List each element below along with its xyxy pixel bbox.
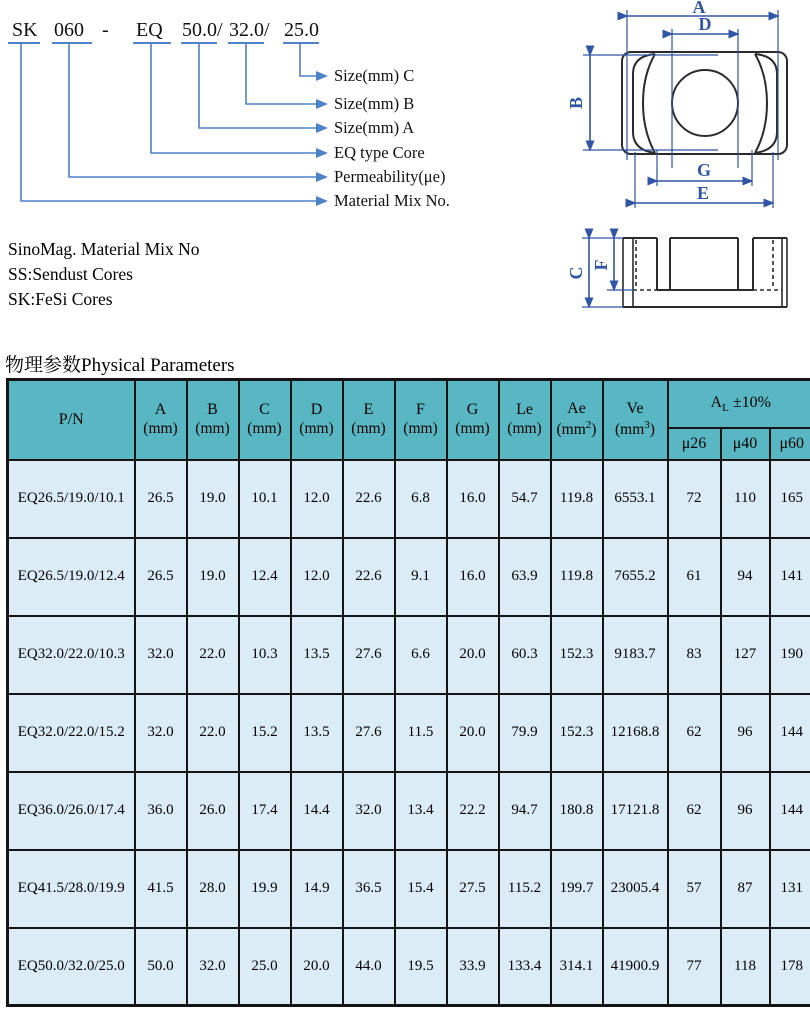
value-cell: 83: [668, 616, 721, 694]
table-body: [8, 460, 810, 1006]
value-cell: 119.8: [551, 538, 603, 616]
value-cell: 32.0: [343, 772, 395, 850]
value-cell: 63.9: [499, 538, 551, 616]
dim-label-b: B: [566, 96, 586, 110]
column-header-b: B (mm): [187, 380, 239, 460]
pn-label-size-c: Size(mm) C: [334, 66, 415, 85]
value-cell: 32.0: [187, 928, 239, 1006]
value-cell: 23005.4: [603, 850, 668, 928]
column-header-mu-0: μ26: [668, 428, 721, 460]
value-cell: 10.1: [239, 460, 291, 538]
table-row: [8, 694, 810, 772]
column-header-al: $A_L \pm 10\%$: [668, 380, 810, 428]
value-cell: 22.2: [447, 772, 499, 850]
dim-label-e: E: [696, 183, 710, 203]
value-cell: 190: [770, 616, 810, 694]
table-head: [8, 380, 810, 460]
value-cell: 119.8: [551, 460, 603, 538]
value-cell: 36.5: [343, 850, 395, 928]
pn-segment-material: SK: [12, 19, 38, 41]
value-cell: 20.0: [447, 694, 499, 772]
value-cell: 22.6: [343, 460, 395, 538]
pn-segment-permeability: 060: [54, 19, 84, 41]
value-cell: 12.0: [291, 460, 343, 538]
value-cell: 131: [770, 850, 810, 928]
value-cell: 141: [770, 538, 810, 616]
column-header-a: A (mm): [135, 380, 187, 460]
physical-parameters-table: [6, 378, 810, 1007]
value-cell: 19.5: [395, 928, 447, 1006]
value-cell: 61: [668, 538, 721, 616]
part-number-diagram: [0, 0, 560, 220]
value-cell: 17121.8: [603, 772, 668, 850]
pn-label-permeability: Permeability(μe): [334, 167, 446, 186]
value-cell: 20.0: [447, 616, 499, 694]
value-cell: 26.5: [135, 538, 187, 616]
value-cell: 10.3: [239, 616, 291, 694]
value-cell: 118: [721, 928, 770, 1006]
column-header-mu-2: μ60: [770, 428, 810, 460]
pn-segment-size-b: 32.0/: [229, 19, 270, 41]
value-cell: 14.9: [291, 850, 343, 928]
value-cell: 26.0: [187, 772, 239, 850]
value-cell: 32.0: [135, 694, 187, 772]
pn-label-size-b: Size(mm) B: [334, 94, 415, 113]
value-cell: 96: [721, 694, 770, 772]
value-cell: 33.9: [447, 928, 499, 1006]
value-cell: 17.4: [239, 772, 291, 850]
material-legend: [8, 237, 200, 312]
table-row: [8, 772, 810, 850]
value-cell: 199.7: [551, 850, 603, 928]
table-title: [5, 350, 235, 377]
value-cell: 14.4: [291, 772, 343, 850]
table-row: [8, 850, 810, 928]
value-cell: 110: [721, 460, 770, 538]
core-side-view: [623, 238, 787, 307]
column-header-e: E (mm): [343, 380, 395, 460]
value-cell: 15.4: [395, 850, 447, 928]
value-cell: 57: [668, 850, 721, 928]
value-cell: 22.0: [187, 616, 239, 694]
value-cell: 87: [721, 850, 770, 928]
table-title-zh: 物理参数: [5, 355, 82, 376]
value-cell: 6.6: [395, 616, 447, 694]
value-cell: 13.5: [291, 694, 343, 772]
column-header-ae: Ae $(mm^2)$: [551, 380, 603, 460]
part-number-cell: EQ41.5/28.0/19.9: [8, 850, 135, 928]
pn-segment-size-a: 50.0/: [182, 19, 223, 41]
value-cell: 144: [770, 694, 810, 772]
column-header-le: Le (mm): [499, 380, 551, 460]
value-cell: 127: [721, 616, 770, 694]
value-cell: 16.0: [447, 538, 499, 616]
pn-label-size-a: Size(mm) A: [334, 118, 415, 137]
table-title-en: Physical Parameters: [81, 355, 235, 376]
value-cell: 165: [770, 460, 810, 538]
value-cell: 11.5: [395, 694, 447, 772]
value-cell: 19.0: [187, 460, 239, 538]
part-number-cell: EQ50.0/32.0/25.0: [8, 928, 135, 1006]
pn-segment-size-c: 25.0: [284, 19, 319, 41]
value-cell: 12168.8: [603, 694, 668, 772]
column-header-ve: Ve $(mm^3)$: [603, 380, 668, 460]
dim-label-d: D: [698, 14, 712, 34]
table-row: [8, 616, 810, 694]
value-cell: 41.5: [135, 850, 187, 928]
value-cell: 7655.2: [603, 538, 668, 616]
value-cell: 25.0: [239, 928, 291, 1006]
value-cell: 27.5: [447, 850, 499, 928]
table-row: [8, 460, 810, 538]
value-cell: 178: [770, 928, 810, 1006]
value-cell: 15.2: [239, 694, 291, 772]
value-cell: 72: [668, 460, 721, 538]
part-number-cell: EQ26.5/19.0/10.1: [8, 460, 135, 538]
value-cell: 26.5: [135, 460, 187, 538]
value-cell: 79.9: [499, 694, 551, 772]
column-header-g: G (mm): [447, 380, 499, 460]
value-cell: 13.5: [291, 616, 343, 694]
core-top-view: [622, 52, 787, 154]
value-cell: 22.6: [343, 538, 395, 616]
value-cell: 41900.9: [603, 928, 668, 1006]
value-cell: 22.0: [187, 694, 239, 772]
value-cell: 44.0: [343, 928, 395, 1006]
value-cell: 152.3: [551, 694, 603, 772]
table-row: [8, 928, 810, 1006]
part-number-cell: EQ36.0/26.0/17.4: [8, 772, 135, 850]
dimension-lines-side: [582, 238, 634, 307]
value-cell: 96: [721, 772, 770, 850]
value-cell: 94: [721, 538, 770, 616]
value-cell: 19.0: [187, 538, 239, 616]
part-number-cell: EQ32.0/22.0/15.2: [8, 694, 135, 772]
value-cell: 32.0: [135, 616, 187, 694]
value-cell: 314.1: [551, 928, 603, 1006]
value-cell: 16.0: [447, 460, 499, 538]
value-cell: 62: [668, 772, 721, 850]
legend-line-fesi: SK:FeSi Cores: [8, 289, 113, 309]
table-row: [8, 538, 810, 616]
pn-segment-core-type: EQ: [136, 19, 163, 41]
core-drawing: [555, 0, 810, 335]
value-cell: 13.4: [395, 772, 447, 850]
column-header-mu-1: μ40: [721, 428, 770, 460]
dimension-lines-top: [583, 10, 778, 208]
value-cell: 152.3: [551, 616, 603, 694]
value-cell: 77: [668, 928, 721, 1006]
dim-label-a: A: [692, 0, 706, 17]
value-cell: 144: [770, 772, 810, 850]
column-header-d: D (mm): [291, 380, 343, 460]
column-header-f: F (mm): [395, 380, 447, 460]
part-number-cell: EQ32.0/22.0/10.3: [8, 616, 135, 694]
column-header-pn: P/N: [8, 380, 135, 460]
part-number-cell: EQ26.5/19.0/12.4: [8, 538, 135, 616]
legend-line-sendust: SS:Sendust Cores: [8, 264, 133, 284]
center-post-circle: [672, 70, 738, 136]
value-cell: 36.0: [135, 772, 187, 850]
pn-connector-lines: [21, 43, 326, 201]
value-cell: 115.2: [499, 850, 551, 928]
value-cell: 20.0: [291, 928, 343, 1006]
value-cell: 9183.7: [603, 616, 668, 694]
value-cell: 12.0: [291, 538, 343, 616]
value-cell: 28.0: [187, 850, 239, 928]
value-cell: 133.4: [499, 928, 551, 1006]
dim-label-c: C: [566, 266, 586, 280]
value-cell: 54.7: [499, 460, 551, 538]
column-header-c: C (mm): [239, 380, 291, 460]
value-cell: 27.6: [343, 694, 395, 772]
pn-label-material: Material Mix No.: [334, 191, 450, 210]
value-cell: 50.0: [135, 928, 187, 1006]
value-cell: 60.3: [499, 616, 551, 694]
value-cell: 9.1: [395, 538, 447, 616]
dim-label-g: G: [696, 160, 712, 180]
legend-line-mix: SinoMag. Material Mix No: [8, 239, 200, 259]
value-cell: 62: [668, 694, 721, 772]
dim-label-f: F: [591, 259, 611, 271]
value-cell: 27.6: [343, 616, 395, 694]
value-cell: 180.8: [551, 772, 603, 850]
value-cell: 94.7: [499, 772, 551, 850]
pn-label-core-type: EQ type Core: [334, 143, 425, 162]
value-cell: 19.9: [239, 850, 291, 928]
value-cell: 6.8: [395, 460, 447, 538]
pn-segment-dash: -: [102, 19, 109, 41]
value-cell: 12.4: [239, 538, 291, 616]
value-cell: 6553.1: [603, 460, 668, 538]
